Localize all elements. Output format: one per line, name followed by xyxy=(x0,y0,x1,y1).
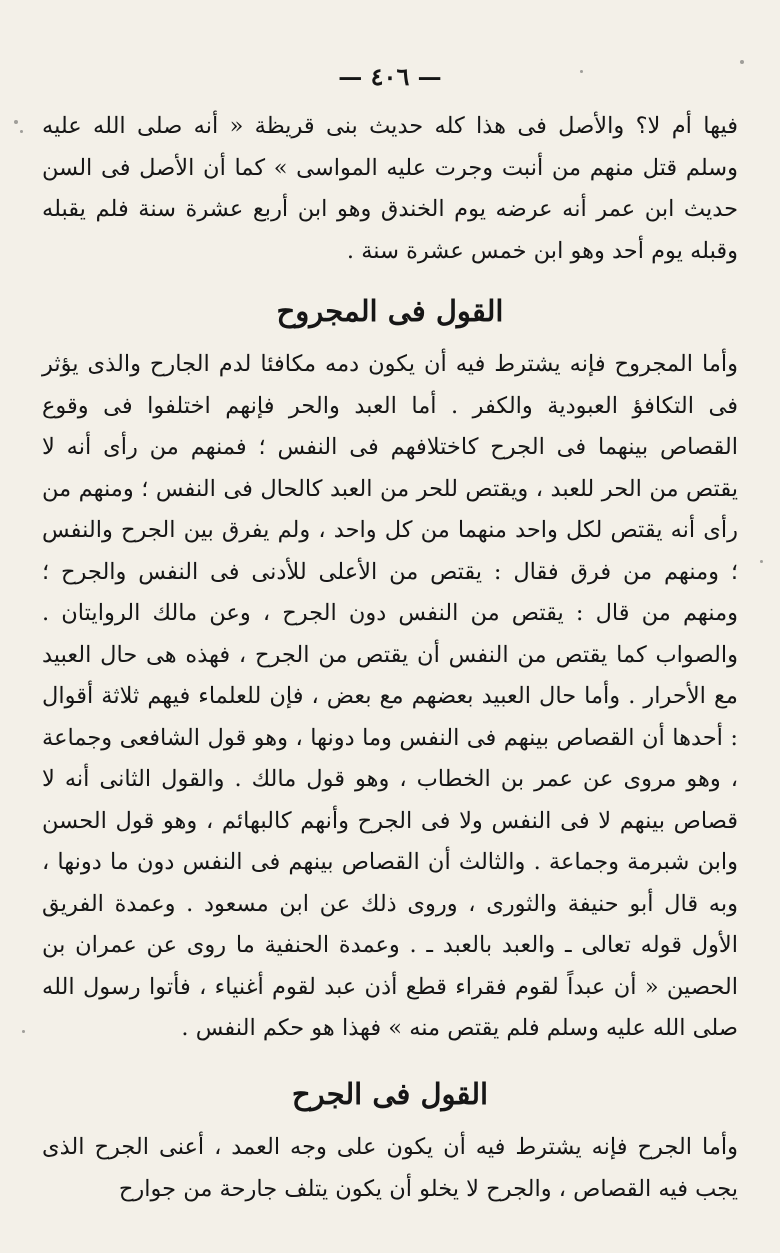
page-number: — ٤٠٦ — xyxy=(338,62,442,91)
intro-paragraph: فيها أم لا؟ والأصل فى هذا كله حديث بنى قريظة « أنه صلى الله عليه وسلم قتل منهم من أنبت وجرت عليه المواسى » كما أن الأصل فى السن حديث ابن عمر أنه عرضه يوم الخندق وهو ابن أربع عشرة سنة فلم يقبله وقبله يوم أحد وهو ابن خمس عشرة سنة . xyxy=(42,113,738,264)
scan-speck xyxy=(740,60,744,64)
majruh-block xyxy=(40,344,740,1051)
section-heading-majruh: القول فى المجروح xyxy=(276,294,504,328)
scan-speck xyxy=(760,560,763,563)
intro-block xyxy=(40,106,740,272)
scan-speck xyxy=(20,130,23,133)
scan-speck xyxy=(22,1030,25,1033)
majruh-paragraph: وأما المجروح فإنه يشترط فيه أن يكون دمه مكافئا لدم الجارح والذى يؤثر فى التكافؤ العبودية والكفر . أما العبد والحر فإنهم اختلفوا فى وقوع القصاص بينهما فى الجرح كاختلافهم فى النفس ؛ فمنهم من رأى أنه لا يقتص من الحر للعبد ، ويقتص للحر من العبد كالحال فى النفس ؛ ومنهم من رأى أنه يقتص لكل واحد منهما من كل واحد ، ولم يفرق بين الجرح والنفس ؛ ومنهم من فرق فقال : يقتص من الأعلى للأدنى فى النفس والجرح ؛ ومنهم من قال : يقتص من النفس دون الجرح ، وعن مالك الروايتان . والصواب كما يقتص من النفس أن يقتص من الجرح ، فهذه هى حال العبيد مع الأحرار . وأما حال العبيد بعضهم مع بعض ، فإن للعلماء فيهم ثلاثة أقوال : أحدها أن القصاص بينهم فى النفس وما دونها ، وهو قول الشافعى وجماعة ، وهو مروى عن عمر بن الخطاب ، وهو قول مالك . والقول الثانى أنه لا قصاص بينهم لا فى النفس ولا فى الجرح وأنهم كالبهائم ، وهو قول الحسن وابن شبرمة وجماعة . والثالث أن القصاص بينهم فى النفس دون ما دونها ، وبه قال أبو حنيفة والثورى ، وروى ذلك عن ابن مسعود . وعمدة الفريق الأول قوله تعالى ـ والعبد بالعبد ـ . وعمدة الحنفية ما روى عن عمران بن الحصين « أن عبداً لقوم فقراء قطع أذن عبد لقوم أغنياء ، فأتوا رسول الله صلى الله عليه وسلم فلم يقتص منه » فهذا هو حكم النفس . xyxy=(42,351,738,1041)
scan-speck xyxy=(580,70,583,73)
jurh-block xyxy=(40,1127,740,1253)
scan-speck xyxy=(14,120,18,124)
jurh-paragraph: وأما الجرح فإنه يشترط فيه أن يكون على وجه العمد ، أعنى الجرح الذى يجب فيه القصاص ، والجرح لا يخلو أن يكون يتلف جارحة من جوارح xyxy=(42,1134,738,1202)
section-heading-jurh: القول فى الجرح xyxy=(291,1077,489,1111)
